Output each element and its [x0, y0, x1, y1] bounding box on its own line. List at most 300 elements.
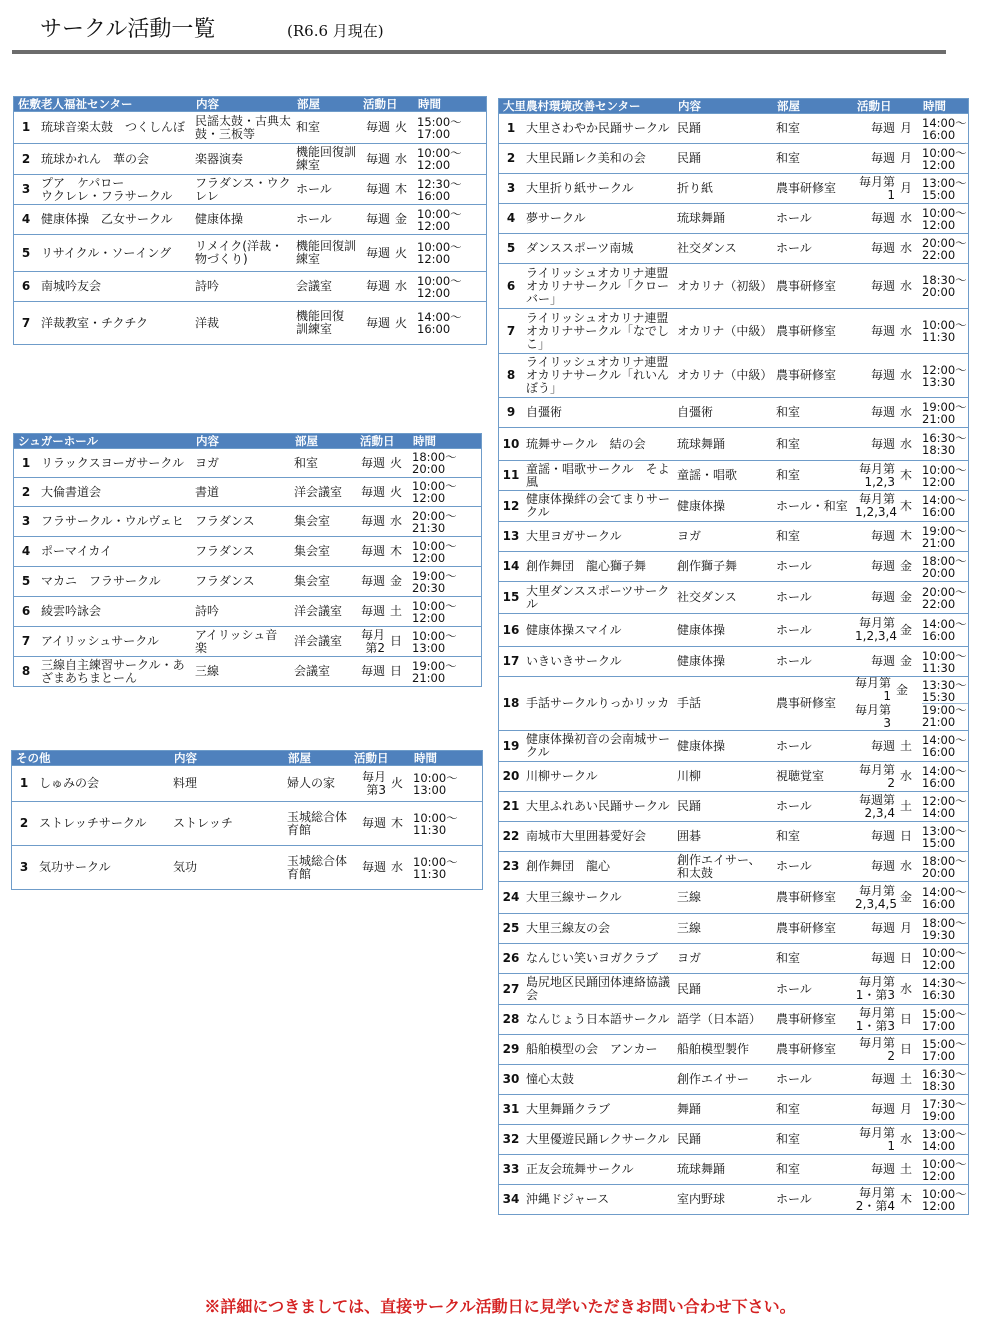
as-of-date: (R6.6 月現在): [287, 22, 384, 40]
activity-time: [919, 309, 968, 353]
weekday: 日: [899, 829, 912, 843]
weekday: 水: [899, 1132, 912, 1146]
weekday: 金: [899, 559, 912, 573]
header-content: 内容: [174, 751, 197, 765]
circle-name: 大里ダンススポーツサークル: [526, 583, 670, 611]
circle-name: 健康体操初音の会南城サークル: [526, 732, 671, 759]
day-slot: [366, 247, 410, 260]
time-start: 10:00〜: [413, 810, 458, 825]
time-start: 16:30〜: [922, 431, 967, 445]
day-text: 毎週: [870, 654, 895, 668]
row-number: 2: [21, 484, 31, 499]
time-end: 12:00: [417, 158, 451, 172]
table-row: [14, 477, 481, 506]
weekday: 金: [389, 574, 402, 588]
day-slot: [853, 704, 915, 730]
table-row: [14, 234, 486, 271]
row-number: 5: [21, 245, 31, 260]
circle-name: 綾雲吟詠会: [41, 604, 102, 618]
activity-time: [409, 537, 481, 566]
activity-content: 創作獅子舞: [677, 559, 738, 573]
weekday: 木: [899, 498, 912, 513]
activity-day: [853, 428, 919, 460]
time-start: 10:00〜: [417, 240, 462, 254]
row-number: 32: [502, 1132, 520, 1146]
day-text: 毎月第3: [361, 769, 386, 797]
day-text: 毎週: [870, 529, 895, 543]
activity-time: [919, 398, 968, 427]
time-start: 10:00〜: [417, 206, 462, 221]
day-slot: [871, 952, 915, 965]
day-slot: [871, 438, 915, 451]
day-slot: [855, 176, 915, 202]
activity-day: [359, 205, 414, 234]
time-end: 17:00: [417, 126, 451, 141]
weekday: 金: [895, 682, 908, 697]
day-slot: [855, 794, 915, 820]
activity-time: [919, 677, 968, 730]
activity-time: [409, 449, 481, 477]
header-day: 活動日: [363, 97, 398, 111]
time-start: 14:30〜: [922, 976, 967, 990]
activity-day: [356, 627, 409, 656]
time-end: 12:00: [417, 252, 451, 266]
room-name: ホール: [776, 622, 812, 637]
weekday: 日: [389, 664, 402, 678]
day-slot: [871, 122, 915, 135]
activity-content: 健康体操: [677, 622, 726, 637]
activity-content: 川柳: [677, 769, 702, 783]
activity-time: [919, 1005, 968, 1034]
time-start: 10:00〜: [417, 273, 462, 288]
row-number: 9: [506, 405, 516, 419]
room-name: 視聴覚室: [776, 769, 825, 783]
row-number: 26: [502, 951, 520, 965]
day-slot: [361, 575, 405, 588]
day-text: 毎週第2,3,4: [858, 792, 895, 820]
weekday: 月: [899, 151, 912, 165]
activity-content: 囲碁: [677, 829, 702, 843]
room-name: ホール: [776, 590, 812, 604]
activity-content: フラダンス: [195, 514, 255, 528]
header-room: 部屋: [777, 99, 800, 113]
weekday: 木: [899, 468, 912, 482]
time-start: 19:00〜: [922, 523, 967, 538]
circle-name: 島尻地区民踊団体連絡協議会: [526, 975, 671, 1002]
weekday: 金: [899, 890, 912, 904]
row-number: 31: [502, 1102, 520, 1116]
table-row: [499, 730, 968, 761]
day-slot: [871, 242, 915, 255]
activity-time: [919, 354, 968, 397]
circle-name: 洋裁教室・チクチク: [41, 315, 149, 330]
activity-time: [919, 582, 968, 613]
day-slot: [871, 655, 915, 668]
day-slot: [855, 493, 915, 519]
row-number: 16: [502, 622, 520, 637]
time-start: 10:00〜: [417, 146, 462, 160]
day-text: 毎週: [360, 514, 385, 528]
activity-time: [414, 302, 486, 344]
room-name: ホール: [776, 738, 812, 753]
activity-day: [356, 449, 409, 477]
weekday: 金: [899, 590, 912, 604]
activity-time: [409, 478, 481, 506]
row-number: 21: [502, 799, 520, 813]
room-name: ホール・和室: [776, 498, 848, 513]
day-text: 毎週: [870, 151, 895, 165]
table-header: [14, 97, 486, 111]
activity-day: [853, 398, 919, 427]
time-end: 12:00: [922, 157, 956, 172]
activity-day: [853, 491, 919, 521]
activity-time: [919, 1185, 968, 1214]
day-text: 毎週: [870, 1072, 895, 1086]
activity-content: 健康体操: [195, 212, 244, 226]
day-slot: [871, 280, 915, 293]
time-start: 16:30〜: [922, 1066, 967, 1081]
circle-name: ライリッシュオカリナ連盟オカリナサークル「クローバー」: [526, 265, 670, 306]
time-start: 18:00〜: [412, 450, 457, 464]
table-row: [499, 1034, 968, 1064]
time-start: 18:00〜: [922, 853, 967, 868]
row-number: 6: [21, 279, 31, 293]
weekday: 木: [390, 816, 403, 830]
activity-content: 詩吟: [195, 279, 220, 293]
activity-content: リメイク(洋裁・物づくり): [195, 239, 283, 266]
room-name: 農事研修室: [776, 323, 837, 338]
activity-time: [409, 627, 481, 656]
weekday: 水: [899, 981, 912, 996]
activity-day: [356, 597, 409, 626]
time-end: 14:00: [922, 1138, 956, 1153]
room-name: 集会室: [294, 574, 331, 588]
header-time: 時間: [413, 434, 436, 448]
room-name: 和室: [776, 151, 801, 165]
row-number: 2: [19, 816, 29, 830]
row-number: 27: [502, 981, 520, 996]
title-divider: [12, 50, 946, 54]
circle-name: 琉球音楽太鼓 つくしんぼ: [41, 120, 186, 134]
table-row: [12, 801, 482, 845]
time-start: 14:00〜: [922, 115, 967, 130]
day-slot: [871, 406, 915, 419]
row-number: 5: [506, 241, 516, 255]
activity-day: [853, 762, 919, 791]
time-end: 19:30: [922, 927, 956, 942]
activity-day: [853, 822, 919, 851]
table-header: [14, 434, 481, 448]
time-end: 21:00: [922, 411, 956, 426]
time-start: 10:00〜: [413, 854, 458, 869]
activity-time: [919, 552, 968, 581]
weekday: 日: [899, 1042, 912, 1056]
table-sashiki: [13, 96, 487, 345]
time-start: 10:00〜: [922, 145, 967, 160]
activity-day: [853, 1095, 919, 1124]
activity-content: 琉球舞踊: [677, 436, 726, 451]
table-row: [499, 676, 968, 730]
room-name: ホール: [776, 799, 812, 813]
activity-content: 民踊: [677, 151, 702, 165]
weekday: 土: [899, 1072, 912, 1086]
room-name: 農事研修室: [776, 1042, 837, 1056]
activity-time: [919, 1035, 968, 1064]
header-day: 活動日: [857, 99, 892, 113]
day-text: 毎月第2: [858, 762, 895, 790]
activity-day: [853, 582, 919, 613]
table-row: [499, 143, 968, 173]
time-start: 10:00〜: [922, 1156, 967, 1171]
table-row: [499, 851, 968, 881]
activity-day: [853, 974, 919, 1004]
room-name: 和室: [776, 468, 801, 482]
weekday: 土: [899, 799, 912, 813]
time-start: 19:00〜: [922, 703, 967, 717]
row-number: 7: [21, 315, 31, 330]
circle-name: 大里優遊民踊レクサークル: [526, 1132, 670, 1146]
time-start: 14:00〜: [922, 733, 967, 747]
time-end: 20:00: [922, 865, 956, 880]
activity-content: 民踊: [677, 121, 702, 135]
day-text: 毎週: [870, 436, 895, 451]
activity-day: [853, 234, 919, 263]
activity-time: [409, 567, 481, 596]
circle-name: 南城市大里囲碁愛好会: [526, 829, 647, 843]
header-time: 時間: [923, 99, 946, 113]
time-end: 12:00: [412, 550, 446, 565]
time-start: 10:00〜: [922, 318, 967, 332]
activity-day: [853, 792, 919, 821]
activity-time: [919, 731, 968, 761]
table-header: [499, 99, 968, 113]
activity-content: 舞踊: [677, 1102, 702, 1116]
time-start: 14:00〜: [922, 493, 967, 507]
activity-day: [356, 657, 409, 686]
room-name: 和室: [776, 1102, 801, 1116]
row-number: 18: [502, 696, 520, 710]
day-text: 毎週: [870, 323, 895, 338]
activity-day: [853, 731, 919, 761]
activity-day: [350, 766, 410, 801]
day-slot: [361, 457, 405, 470]
room-name: 洋会議室: [294, 484, 343, 499]
activity-time: [919, 144, 968, 173]
room-name: 農事研修室: [776, 181, 837, 195]
room-name: ホール: [776, 1192, 812, 1206]
weekday: 水: [899, 769, 912, 783]
day-slot: [362, 817, 406, 830]
activity-time: [919, 944, 968, 973]
day-slot: [366, 121, 410, 134]
activity-content: 気功: [173, 860, 198, 874]
row-number: 2: [506, 151, 516, 165]
day-text: 毎月第1: [858, 174, 895, 202]
day-slot: [352, 771, 406, 797]
weekday: 火: [389, 484, 402, 499]
time-start: 15:00〜: [417, 114, 462, 129]
day-slot: [855, 764, 915, 790]
weekday: 土: [899, 738, 912, 753]
activity-time: [919, 114, 968, 143]
activity-day: [853, 1125, 919, 1154]
table-row: [14, 271, 486, 301]
activity-day: [359, 272, 414, 301]
circle-name: 大里折り紙サークル: [526, 181, 634, 195]
activity-content: アイリッシュ音楽: [195, 627, 278, 655]
row-number: 22: [502, 829, 520, 843]
day-slot: [871, 560, 915, 573]
circle-name: 創作舞団 龍心獅子舞: [526, 559, 647, 573]
table-row: [499, 1064, 968, 1094]
activity-day: [853, 552, 919, 581]
row-number: 6: [506, 278, 516, 293]
activity-content: 詩吟: [195, 604, 220, 618]
room-name: 和室: [776, 436, 801, 451]
header-time: 時間: [418, 97, 441, 111]
weekday: 土: [899, 1162, 912, 1176]
row-number: 7: [21, 634, 31, 648]
time-start: 10:00〜: [412, 628, 457, 643]
time-start: 13:30〜: [922, 678, 967, 692]
circle-name: 大里民踊レク美和の会: [526, 151, 646, 165]
activity-time: [919, 762, 968, 791]
room-name: 会議室: [296, 279, 333, 293]
activity-day: [853, 944, 919, 973]
weekday: 火: [394, 120, 407, 134]
table-row: [499, 203, 968, 233]
weekday: 火: [394, 245, 407, 260]
time-end: 16:00: [922, 896, 956, 911]
day-text: 毎週: [365, 182, 390, 196]
table-sugar: [13, 433, 482, 687]
room-name: 和室: [776, 951, 801, 965]
activity-time: [919, 882, 968, 913]
weekday: 水: [394, 279, 407, 293]
time-start: 10:00〜: [922, 648, 967, 663]
weekday: 金: [899, 622, 912, 637]
activity-content: 自彊術: [677, 405, 714, 419]
room-name: 集会室: [294, 514, 331, 528]
table-row: [14, 111, 486, 143]
activity-time: [919, 174, 968, 203]
weekday: 土: [389, 604, 402, 618]
room-name: 玉城総合体育館: [287, 809, 348, 837]
day-text: 毎週: [870, 829, 895, 843]
row-number: 3: [21, 182, 31, 196]
activity-content: 洋裁: [195, 315, 220, 330]
table-row: [499, 521, 968, 551]
circle-name: 大里さわやか民踊サークル: [526, 121, 670, 135]
row-number: 3: [506, 181, 516, 195]
activity-content: 民踊: [677, 981, 702, 996]
circle-name: 大里三線サークル: [526, 890, 622, 904]
day-text: 毎週: [870, 211, 895, 225]
row-number: 12: [502, 498, 520, 513]
table-row: [499, 233, 968, 263]
activity-content: オカリナ（初級）: [677, 278, 773, 293]
activity-day: [853, 144, 919, 173]
day-slot: [358, 629, 405, 655]
row-number: 6: [21, 604, 31, 618]
table-row: [499, 646, 968, 676]
time-end: 20:00: [922, 285, 956, 299]
circle-name: 船舶模型の会 アンカー: [526, 1042, 658, 1056]
header-room: 部屋: [288, 751, 311, 765]
time-start: 10:00〜: [922, 945, 967, 960]
activity-day: [853, 174, 919, 203]
day-slot: [361, 605, 405, 618]
table-row: [14, 174, 486, 204]
weekday: 水: [899, 278, 912, 293]
activity-content: フラダンス: [195, 574, 255, 588]
activity-time: [414, 112, 486, 143]
room-name: 和室: [776, 529, 801, 543]
circle-name: 大里ヨガサークル: [526, 529, 622, 543]
activity-day: [853, 1005, 919, 1034]
time-start: 12:00〜: [922, 362, 967, 377]
circle-name: 気功サークル: [39, 860, 111, 874]
activity-day: [359, 144, 414, 174]
table-row: [499, 913, 968, 943]
room-name: 和室: [776, 405, 801, 419]
day-slot: [871, 325, 915, 338]
day-text: 毎月第 1: [854, 677, 891, 704]
table-row: [14, 204, 486, 234]
time-end: 11:30: [922, 660, 956, 675]
weekday: 木: [899, 529, 912, 543]
row-number: 11: [502, 468, 520, 482]
day-text: 毎月第1・第3: [855, 1005, 895, 1033]
day-slot: [855, 1127, 915, 1153]
time-end: 12:00: [412, 610, 446, 625]
activity-content: フラダンス: [195, 544, 255, 558]
activity-day: [853, 852, 919, 881]
activity-time: [919, 792, 968, 821]
activity-day: [359, 235, 414, 271]
circle-name: ポーマイカイ: [41, 544, 113, 558]
section-title: 大里農村環境改善センター: [503, 99, 641, 113]
table-row: [499, 1004, 968, 1034]
activity-time: [919, 852, 968, 881]
time-end: 13:00: [412, 640, 446, 655]
day-text: 毎週: [870, 1162, 895, 1176]
row-number: 1: [506, 121, 516, 135]
day-slot: [855, 976, 915, 1002]
row-number: 1: [21, 455, 31, 470]
page-title: サークル活動一覧: [40, 17, 216, 42]
day-text: 毎週: [870, 241, 895, 255]
weekday: 水: [899, 241, 912, 255]
day-text: 毎週: [870, 368, 895, 382]
time-end: 16:00: [922, 629, 956, 643]
room-name: 機能回復訓練室: [296, 239, 357, 266]
weekday: 水: [899, 436, 912, 451]
circle-name: アイリッシュサークル: [41, 634, 159, 648]
circle-name: 琉球かれん 華の会: [41, 151, 150, 166]
day-slot: [366, 317, 410, 330]
row-number: 34: [502, 1192, 520, 1206]
activity-content: ストレッチ: [173, 816, 233, 830]
section-title: その他: [16, 751, 51, 765]
activity-content: オカリナ（中級）: [677, 368, 773, 382]
header-day: 活動日: [360, 434, 395, 448]
day-slot: [366, 153, 410, 166]
table-header: [12, 751, 482, 765]
room-name: 婦人の家: [287, 776, 336, 790]
row-number: 19: [502, 738, 520, 753]
row-number: 28: [502, 1012, 520, 1026]
